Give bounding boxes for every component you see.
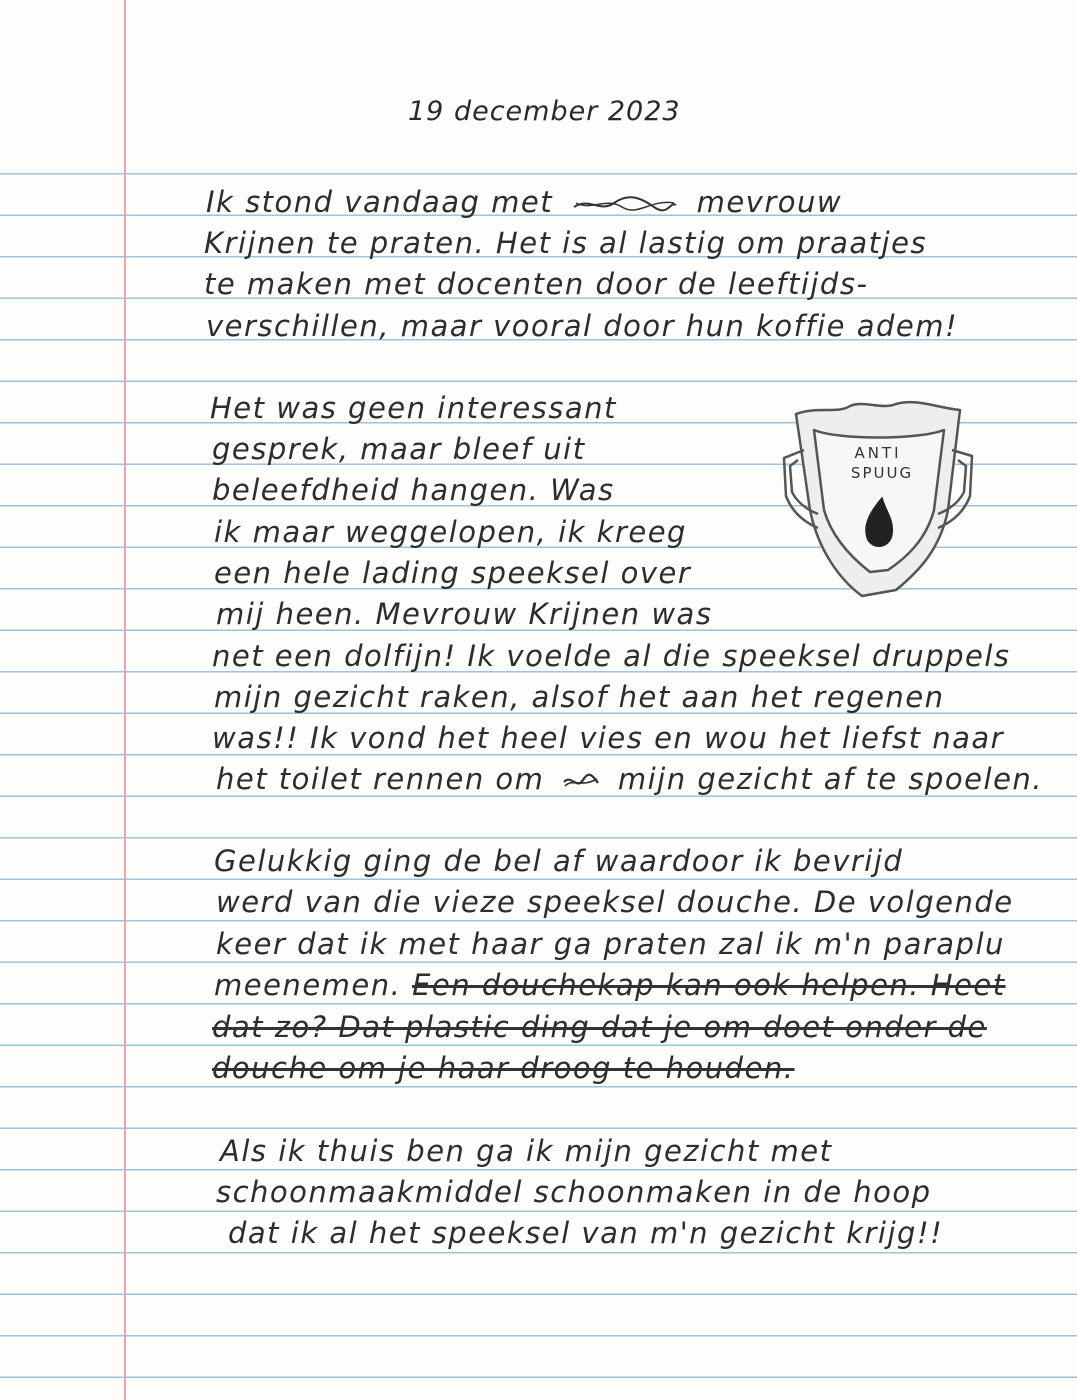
p1-line-1-text-b: mevrouw bbox=[696, 185, 843, 219]
p2-line-9: was!! Ik vond het heel vies en wou het liefst naar bbox=[212, 721, 1005, 755]
p3-line-3: keer dat ik met haar ga praten zal ik m'n paraplu bbox=[216, 927, 1005, 961]
struck-text-1: Een douchekap kan ook helpen. Heet bbox=[412, 968, 1006, 1002]
p1-line-1 bbox=[206, 185, 842, 219]
entry-date: 19 december 2023 bbox=[408, 96, 681, 127]
p2-line-7: net een dolfijn! Ik voelde al die speeksel druppels bbox=[212, 639, 1011, 673]
p1-line-1-text: Ik stond vandaag met bbox=[206, 185, 554, 219]
top-blank-area bbox=[0, 0, 1077, 172]
p1-line-4: verschillen, maar vooral door hun koffie adem! bbox=[206, 309, 959, 343]
trophy-label-1: ANTI bbox=[854, 444, 902, 462]
p2-line-5: een hele lading speeksel over bbox=[214, 556, 692, 590]
p1-line-2: Krijnen te praten. Het is al lastig om praatjes bbox=[204, 226, 928, 260]
p2-line-1: Het was geen interessant bbox=[210, 391, 617, 425]
p3-line-4-text: meenemen. bbox=[214, 968, 402, 1002]
p2-line-4: ik maar weggelopen, ik kreeg bbox=[214, 515, 687, 549]
struck-text-3: douche om je haar droog te houden. bbox=[212, 1051, 795, 1085]
p2-line-10 bbox=[216, 762, 1043, 796]
scribbled-word bbox=[561, 770, 601, 792]
p2-line-3: beleefdheid hangen. Was bbox=[212, 473, 615, 507]
p1-line-3: te maken met docenten door de leeftijds- bbox=[204, 267, 869, 301]
p3-line-2: werd van die vieze speeksel douche. De volgende bbox=[216, 885, 1014, 919]
p4-line-2: schoonmaakmiddel schoonmaken in de hoop bbox=[216, 1175, 932, 1209]
p2-line-8: mijn gezicht raken, alsof het aan het regenen bbox=[214, 680, 945, 714]
p4-line-3: dat ik al het speeksel van m'n gezicht krijg!! bbox=[228, 1216, 944, 1250]
p3-line-4 bbox=[214, 968, 1006, 1002]
struck-text-2: dat zo? Dat plastic ding dat je om doet onder de bbox=[212, 1010, 987, 1044]
p4-line-1: Als ik thuis ben ga ik mijn gezicht met bbox=[220, 1134, 833, 1168]
p2-line-6: mij heen. Mevrouw Krijnen was bbox=[216, 597, 713, 631]
p2-line-2: gesprek, maar bleef uit bbox=[212, 432, 586, 466]
scribbled-word bbox=[570, 193, 680, 215]
p2-line-10-text: het toilet rennen om bbox=[216, 762, 545, 796]
margin-line bbox=[124, 0, 126, 1400]
anti-spuug-trophy-drawing bbox=[778, 400, 978, 610]
p3-line-1: Gelukkig ging de bel af waardoor ik bevrijd bbox=[214, 844, 904, 878]
trophy-label-2: SPUUG bbox=[850, 464, 914, 482]
p2-line-10-text-b: mijn gezicht af te spoelen. bbox=[617, 762, 1044, 796]
